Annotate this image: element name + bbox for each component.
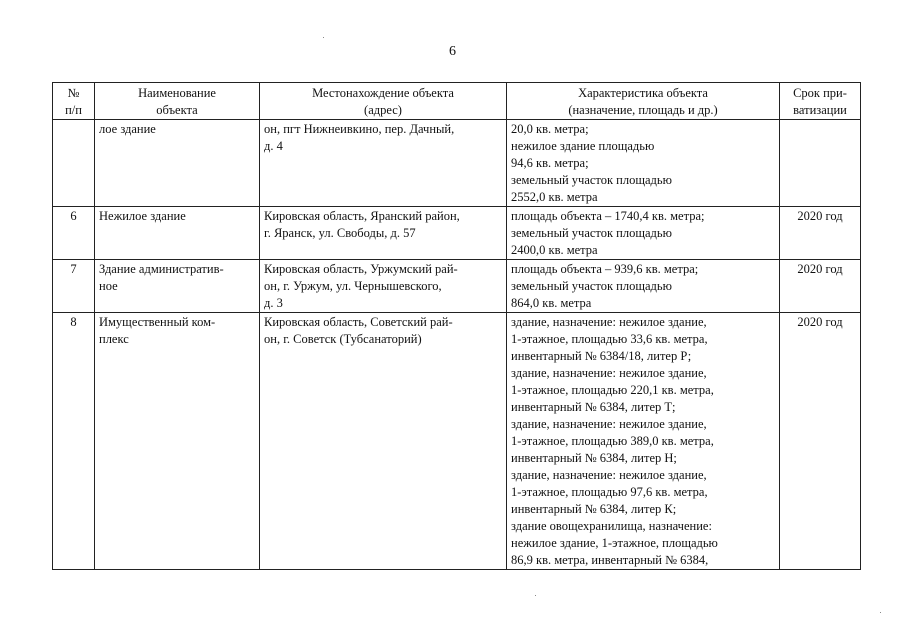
cell-characteristics: здание, назначение: нежилое здание, 1-этажное, площадью 33,6 кв. метра, инвентарный № 6384/18, литер Р; здание, назначение: нежилое здание, 1-этажное, площадью 220,1 кв. метра, инвентарный № 6384, литер Т; здание, назначение: нежилое здание, 1-этажное, площадью 389,0 кв. метра, инвентарный № 6384, литер Н; здание, назначение: нежилое здание, 1-этажное, площадью 97,6 кв. метра, инвентарный № 6384, литер К; здание овощехранилища, назначение: нежилое здание, 1-этажное, площадью 86,9 кв. метра, инвентарный № 6384,	[507, 313, 780, 570]
cell-name: Имущественный ком- плекс	[95, 313, 260, 570]
cell-num: 6	[53, 207, 95, 260]
cell-name: Здание административ- ное	[95, 260, 260, 313]
cell-term: 2020 год	[780, 260, 861, 313]
header-name: Наименование объекта	[95, 83, 260, 120]
cell-characteristics: площадь объекта – 939,6 кв. метра; земельный участок площадью 864,0 кв. метра	[507, 260, 780, 313]
cell-location: Кировская область, Советский рай- он, г. Советск (Тубсанаторий)	[260, 313, 507, 570]
scan-speck	[535, 595, 536, 596]
cell-characteristics: площадь объекта – 1740,4 кв. метра; земельный участок площадью 2400,0 кв. метра	[507, 207, 780, 260]
table-row	[53, 120, 861, 207]
cell-name: лое здание	[95, 120, 260, 207]
header-characteristics: Характеристика объекта (назначение, площадь и др.)	[507, 83, 780, 120]
cell-name: Нежилое здание	[95, 207, 260, 260]
page-number: 6	[449, 44, 456, 59]
cell-term	[780, 120, 861, 207]
cell-location: Кировская область, Яранский район, г. Яранск, ул. Свободы, д. 57	[260, 207, 507, 260]
cell-num: 7	[53, 260, 95, 313]
table-row	[53, 313, 861, 570]
scan-speck	[880, 612, 881, 613]
cell-location: Кировская область, Уржумский рай- он, г. Уржум, ул. Чернышевского, д. 3	[260, 260, 507, 313]
cell-num	[53, 120, 95, 207]
table-header-row	[53, 83, 861, 120]
table-row	[53, 207, 861, 260]
table-row	[53, 260, 861, 313]
cell-term: 2020 год	[780, 207, 861, 260]
header-term: Срок при- ватизации	[780, 83, 861, 120]
scan-speck	[323, 37, 324, 38]
cell-term: 2020 год	[780, 313, 861, 570]
header-num: № п/п	[53, 83, 95, 120]
cell-location: он, пгт Нижнеивкино, пер. Дачный, д. 4	[260, 120, 507, 207]
cell-num: 8	[53, 313, 95, 570]
header-location: Местонахождение объекта (адрес)	[260, 83, 507, 120]
privatization-table	[52, 82, 861, 570]
cell-characteristics: 20,0 кв. метра; нежилое здание площадью 94,6 кв. метра; земельный участок площадью 2552,0 кв. метра	[507, 120, 780, 207]
